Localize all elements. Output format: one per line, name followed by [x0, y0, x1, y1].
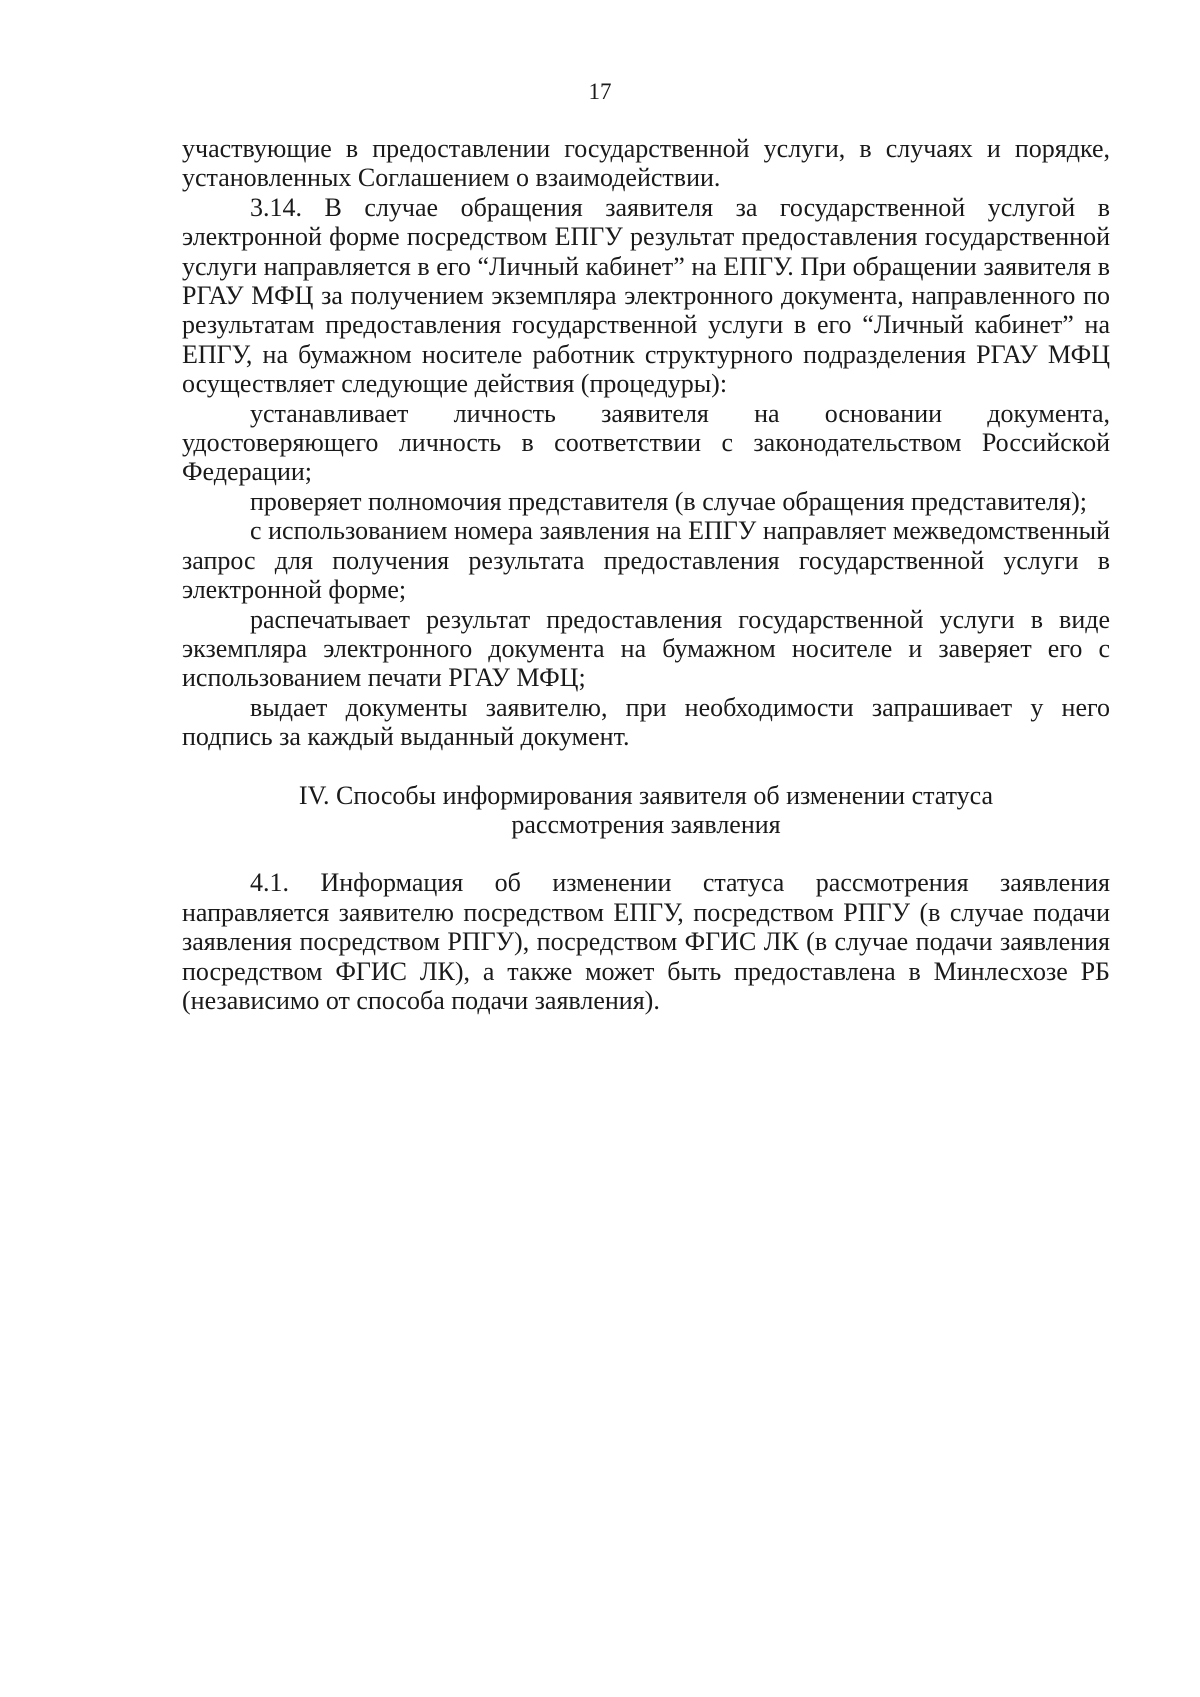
paragraph-identity-check: устанавливает личность заявителя на основании документа, удостоверяющего личность в соответствии с законодательством Российской Федерации; — [182, 398, 1110, 487]
page-number: 17 — [588, 79, 612, 104]
section-heading — [182, 781, 1110, 840]
paragraph-continuation: участвующие в предоставлении государственной услуги, в случаях и порядке, установленных Соглашением о взаимодействии. — [182, 134, 1110, 193]
paragraph-print-result: распечатывает результат предоставления государственной услуги в виде экземпляра электронного документа на бумажном носителе и заверяет его с использованием печати РГАУ МФЦ; — [182, 604, 1110, 693]
paragraph-3-14: 3.14. В случае обращения заявителя за государственной услугой в электронной форме посредством ЕПГУ результат предоставления государственной услуги направляется в его “Личный кабинет” на ЕПГУ. При обращении заявителя в РГАУ МФЦ за получением экземпляра электронного документа, направленного по результатам предоставления государственной услуги в его “Личный кабинет” на ЕПГУ, на бумажном носителе работник структурного подразделения РГАУ МФЦ осуществляет следующие действия (процедуры): — [182, 192, 1110, 399]
paragraph-issue-documents: выдает документы заявителю, при необходимости запрашивает у него подпись за каждый выданный документ. — [182, 692, 1110, 752]
paragraph-4-1: 4.1. Информация об изменении статуса рассмотрения заявления направляется заявителю посредством ЕПГУ, посредством РПГУ (в случае подачи заявления посредством РПГУ), посредством ФГИС ЛК (в случае подачи заявления посредством ФГИС ЛК), а также может быть предоставлена в Минлесхозе РБ (независимо от способа подачи заявления). — [182, 868, 1110, 1015]
document-body — [182, 134, 1110, 1015]
section-heading-line-1: IV. Способы информирования заявителя об изменении статуса — [298, 780, 994, 810]
paragraph-interagency-request: с использованием номера заявления на ЕПГУ направляет межведомственный запрос для получения результата предоставления государственной услуги в электронной форме; — [182, 516, 1110, 605]
section-heading-line-2: рассмотрения заявления — [511, 809, 781, 839]
paragraph-authority-check: проверяет полномочия представителя (в случае обращения представителя); — [250, 486, 1087, 516]
